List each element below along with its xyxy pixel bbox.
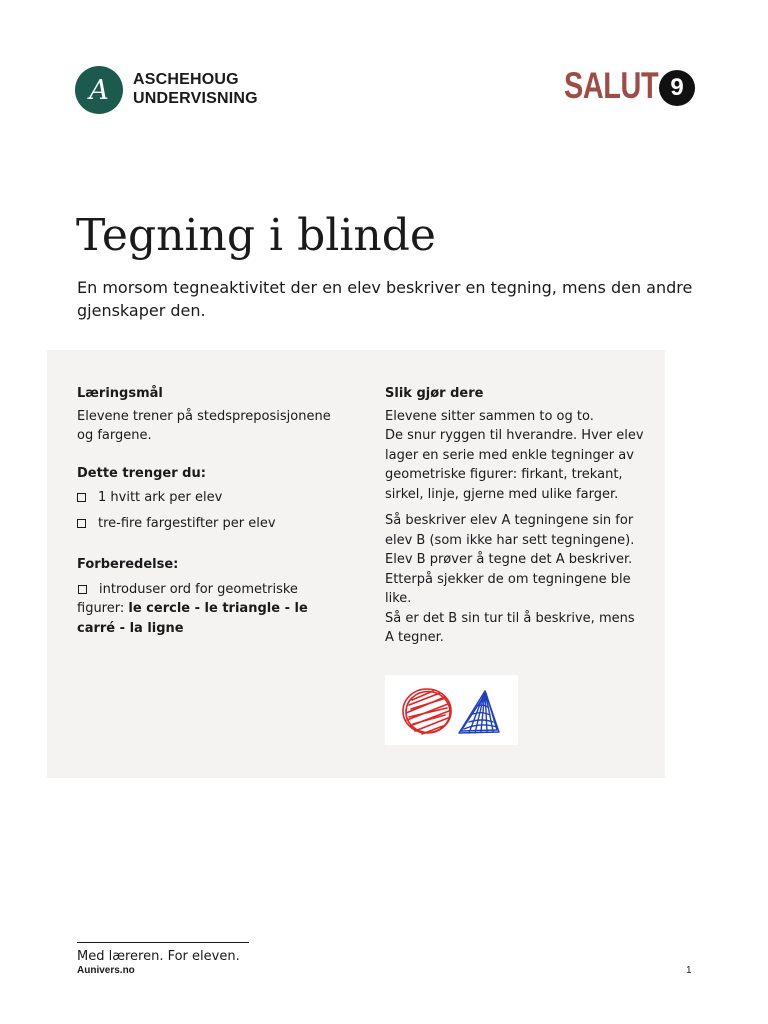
footer-divider bbox=[77, 942, 249, 943]
page-number: 1 bbox=[686, 965, 692, 976]
shapes-illustration bbox=[385, 675, 518, 745]
logo-monogram: A bbox=[89, 74, 109, 106]
checkbox-icon bbox=[78, 585, 87, 594]
series-name: SALUT bbox=[564, 65, 659, 106]
needs-item bbox=[77, 514, 335, 534]
prep-separator: - bbox=[190, 601, 205, 616]
how-heading: Slik gjør dere bbox=[385, 386, 484, 401]
red-circle-icon bbox=[403, 689, 451, 734]
prep-word: le triangle bbox=[204, 601, 281, 616]
prep-separator: - bbox=[280, 601, 295, 616]
footer-tagline: Med læreren. For eleven. bbox=[77, 949, 240, 964]
how-line: Elevene sitter sammen to og to. bbox=[385, 408, 594, 424]
right-column bbox=[385, 384, 647, 648]
left-column bbox=[77, 384, 335, 638]
prep-text bbox=[77, 580, 335, 639]
prep-word: le cercle bbox=[128, 601, 191, 616]
needs-item bbox=[77, 488, 335, 508]
how-line: Så beskriver elev A tegningene sin for elev B (som ikke har sett tegningene). bbox=[385, 513, 635, 548]
publisher-logo-text bbox=[133, 70, 258, 108]
prep-intro: introduser ord for geometriske figurer: bbox=[77, 581, 298, 616]
logo-line-1: ASCHEHOUG bbox=[133, 71, 239, 88]
how-line: De snur ryggen til hverandre. Hver elev lager en serie med enkle tegninger av geometriske figurer: firkant, trekant, sirkel, linje, gjerne med ulike farger. bbox=[385, 428, 644, 502]
prep-heading: Forberedelse: bbox=[77, 557, 179, 572]
needs-heading: Dette trenger du: bbox=[77, 465, 206, 481]
checkbox-icon bbox=[77, 493, 86, 502]
publisher-logo-icon bbox=[75, 66, 123, 114]
how-line: Så er det B sin tur til å beskrive, mens A tegner. bbox=[385, 610, 635, 645]
prep-word: le carré bbox=[77, 601, 308, 636]
prep-separator: - bbox=[115, 620, 130, 636]
page-title: Tegning i blinde bbox=[76, 210, 436, 261]
needs-item-label: tre-fire fargestifter per elev bbox=[98, 515, 276, 531]
grade-number: 9 bbox=[670, 74, 684, 101]
how-line: Elev B prøver å tegne det A beskriver. bbox=[385, 552, 633, 567]
intro-text: En morsom tegneaktivitet der en elev beskriver en tegning, mens den andre gjenskaper den. bbox=[77, 278, 693, 320]
goals-heading: Læringsmål bbox=[77, 386, 163, 401]
blue-triangle-icon bbox=[459, 691, 499, 733]
how-line: Etterpå sjekker de om tegningene ble like. bbox=[385, 571, 631, 606]
checkbox-icon bbox=[77, 519, 86, 528]
how-paragraph-2 bbox=[385, 511, 647, 648]
how-paragraph-1 bbox=[385, 407, 647, 505]
logo-line-2: UNDERVISNING bbox=[133, 90, 258, 107]
needs-item-label: 1 hvitt ark per elev bbox=[98, 490, 223, 505]
footer-site-link[interactable]: Aunivers.no bbox=[77, 965, 135, 976]
grade-badge bbox=[659, 70, 695, 106]
prep-word: la ligne bbox=[129, 620, 184, 636]
shapes-drawing-icon bbox=[385, 675, 518, 745]
goals-text: Elevene trener på stedspreposisjonene og fargene. bbox=[77, 408, 331, 443]
